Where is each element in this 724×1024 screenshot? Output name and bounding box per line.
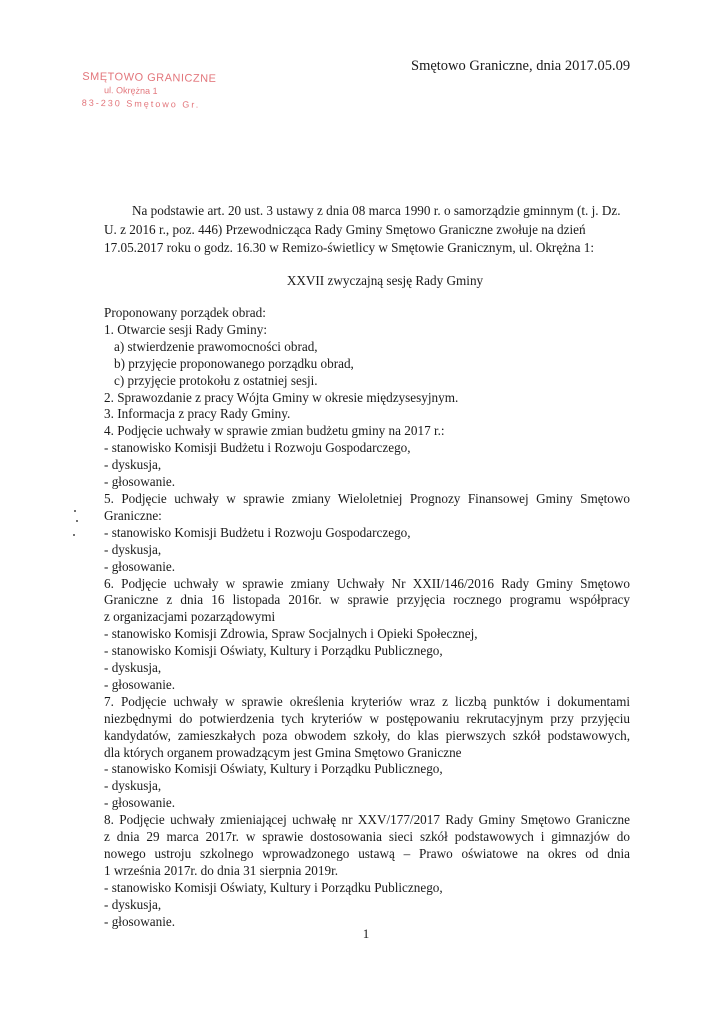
agenda-subitem: - stanowisko Komisji Oświaty, Kultury i Porządku Publicznego, (104, 879, 443, 895)
intro-paragraph (104, 202, 628, 258)
agenda-subitem: - dyskusja, (104, 660, 162, 676)
agenda-subitem: - głosowanie. (104, 795, 176, 811)
agenda-item: 6. Podjęcie uchwały w sprawie zmiany Uchwały Nr XXII/146/2016 Rady Gminy Smętowo (104, 575, 630, 591)
agenda-item-continuation: dla których organem prowadzącym jest Gmina Smętowo Graniczne (104, 744, 462, 760)
agenda-subitem: a) stwierdzenie prawomocności obrad, (114, 338, 318, 354)
agenda-item-continuation: z dnia 29 marca 2017r. w sprawie dostosowania sieci szkół podstawowych i gimnazjów do (104, 829, 630, 845)
agenda-item: 1. Otwarcie sesji Rady Gminy: (104, 321, 267, 337)
agenda-item: 5. Podjęcie uchwały w sprawie zmiany Wieloletniej Prognozy Finansowej Gminy Smętowo (104, 490, 630, 506)
agenda-subitem: - głosowanie. (104, 558, 176, 574)
agenda-item-continuation: Graniczne z dnia 16 listopada 2016r. w sprawie przyjęcia rocznego programu współpracy (104, 592, 630, 608)
stamp-line-1: SMĘTOWO GRANICZNE (82, 70, 217, 86)
agenda (104, 305, 630, 931)
agenda-subitem: c) przyjęcie protokołu z ostatniej sesji. (114, 372, 318, 388)
intro-line: U. z 2016 r., poz. 446) Przewodnicząca Rady Gminy Smętowo Graniczne zwołuje na dzień (104, 221, 586, 237)
place-date-line: Smętowo Graniczne, dnia 2017.05.09 (411, 58, 631, 74)
agenda-subitem: - stanowisko Komisji Budżetu i Rozwoju Gospodarczego, (104, 524, 411, 540)
agenda-subitem: - stanowisko Komisji Oświaty, Kultury i Porządku Publicznego, (104, 643, 443, 659)
session-title: XXVII zwyczajną sesję Rady Gminy (286, 273, 484, 288)
stamp-line-2: ul. Okrężna 1 (103, 85, 158, 97)
official-stamp (82, 71, 233, 113)
scan-specks (72, 508, 80, 538)
agenda-item: 8. Podjęcie uchwały zmieniającej uchwałę nr XXV/177/2017 Rady Gminy Smętowo Graniczne (104, 812, 630, 828)
agenda-subitem: - dyskusja, (104, 541, 162, 557)
intro-line: 17.05.2017 roku o godz. 16.30 w Remizo-świetlicy w Smętowie Granicznym, ul. Okrężna 1: (104, 240, 595, 255)
agenda-subitem: - stanowisko Komisji Zdrowia, Spraw Socjalnych i Opieki Społecznej, (104, 626, 478, 642)
agenda-subitem: - głosowanie. (104, 676, 176, 692)
agenda-item: 3. Informacja z pracy Rady Gminy. (104, 406, 291, 422)
page-number: 1 (362, 926, 370, 941)
agenda-item-continuation: z organizacjami pozarządowymi (104, 609, 276, 625)
agenda-subitem: - dyskusja, (104, 457, 162, 473)
agenda-item-continuation: Graniczne: (104, 507, 162, 523)
agenda-subitem: - stanowisko Komisji Oświaty, Kultury i Porządku Publicznego, (104, 761, 443, 777)
agenda-item: 2. Sprawozdanie z pracy Wójta Gminy w okresie międzysesyjnym. (104, 389, 459, 405)
stamp-line-3: 83-230 Smętowo Gr. (81, 97, 201, 110)
agenda-subitem: - dyskusja, (104, 896, 162, 912)
agenda-heading: Proponowany porządek obrad: (104, 305, 266, 320)
agenda-item-continuation: kandydatów, zamieszkałych poza obwodem szkoły, do klas pierwszych szkół podstawowych, (104, 727, 630, 743)
agenda-subitem: - głosowanie. (104, 474, 176, 490)
agenda-item-continuation: nowego ustroju szkolnego wprowadzonego ustawą – Prawo oświatowe na okres od dnia (104, 846, 630, 861)
agenda-subitem: - stanowisko Komisji Budżetu i Rozwoju Gospodarczego, (104, 440, 411, 456)
agenda-item-continuation: niezbędnymi do potwierdzenia tych kryteriów w postępowaniu rekrutacyjnym przy przyjęciu (104, 710, 630, 726)
agenda-item: 4. Podjęcie uchwały w sprawie zmian budżetu gminy na 2017 r.: (104, 423, 445, 439)
intro-line: Na podstawie art. 20 ust. 3 ustawy z dnia 08 marca 1990 r. o samorządzie gminnym (t. j. Dz. (132, 203, 621, 218)
agenda-item: 7. Podjęcie uchwały w sprawie określenia kryteriów wraz z liczbą punktów i dokumentami (104, 693, 630, 709)
agenda-item-continuation: 1 września 2017r. do dnia 31 sierpnia 2019r. (104, 862, 339, 878)
agenda-subitem: b) przyjęcie proponowanego porządku obrad, (114, 355, 354, 371)
agenda-subitem: - głosowanie. (104, 913, 176, 929)
agenda-subitem: - dyskusja, (104, 778, 162, 794)
